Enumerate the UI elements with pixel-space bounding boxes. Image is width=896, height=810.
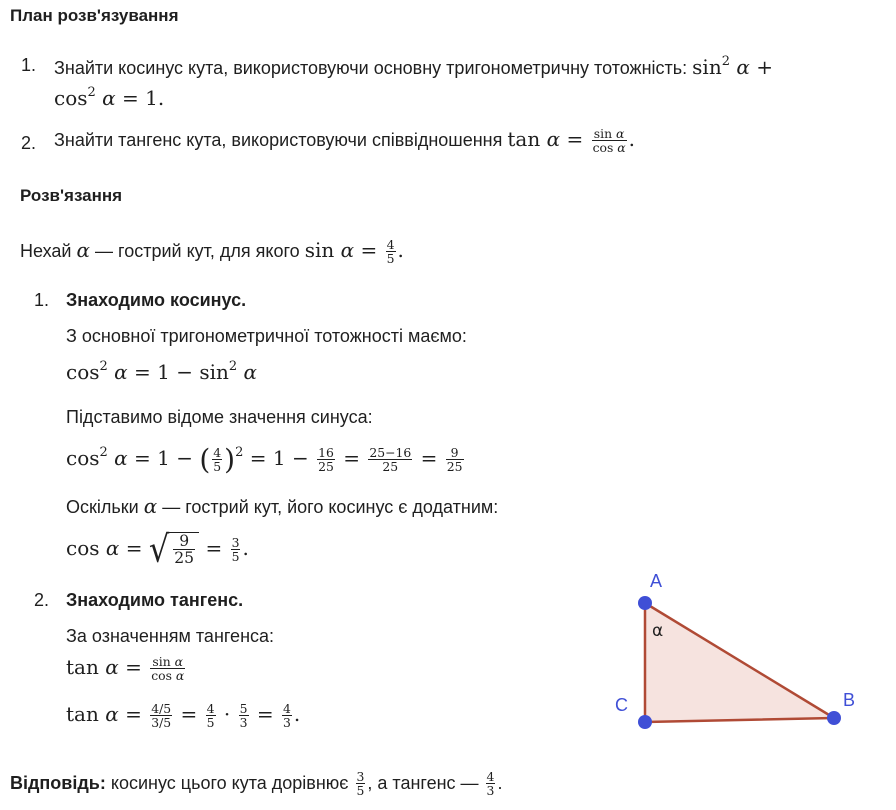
answer-text-2: , а тангенс — [367,773,479,794]
answer-cos-value: $\frac{3}{5}$ [356,769,365,799]
point-a [638,596,652,610]
tan-value-formula: tan α = $\frac{4/5}{3/5}$ = $\frac{4}{5}$ · $\frac{5}{3}$ = $\frac{4}{3}$ . [66,701,301,731]
plan-step2-label: Знайти тангенс кута, використовуючи співвідношення [54,130,503,151]
plan-step1-number: 1. [21,55,37,75]
cos-value-formula: cos α = √ $\frac{9}{25}$ = $\frac{3}{5}$ . [66,527,249,572]
alpha-symbol-2: α [143,494,158,518]
intro-text-1: Нехай [20,241,72,262]
cos-squared-substitution: $\cos^2 \alpha = 1$ − ( $\frac{4}{5}$ )$^2$ = 1 − $\frac{16}{25}$ = $\frac{25-16}{25}$ = $\frac{9}{25}$ [66,443,463,476]
tan-ratio-formula: tan α = $\frac{\text{sin α}}{\text{cos α}}$ . [507,126,636,156]
point-c [638,715,652,729]
plan-step1-text [54,55,773,79]
solution-intro [20,238,404,265]
angle-alpha-label: α [652,621,664,641]
identity-formula-part1: $\sin^2 \alpha$ + [692,53,773,79]
part2-number: 2. [34,590,50,610]
intro-text-2: — гострий кут, для якого [95,241,300,262]
answer-text-1: косинус цього кута дорівнює [110,773,349,794]
plan-step2-text [54,127,635,154]
identity-formula-part2: $\cos^2 \alpha = 1$. [54,84,165,110]
vertex-label-b: B [843,690,856,710]
part1-line3 [66,494,498,518]
part1-heading: Знаходимо косинус. [66,290,247,310]
plan-title: План розв'язування [10,6,179,25]
part1-line1: З основної тригонометричної тотожності маємо: [66,326,467,346]
triangle-shape [645,603,834,722]
cos-squared-formula: $\cos^2 \alpha = 1 - \sin^2 \alpha$ [66,358,258,384]
part2-heading: Знаходимо тангенс. [66,590,244,610]
tan-definition-formula: tan α = $\frac{\text{sin α}}{\text{cos α}}$ [66,654,185,684]
vertex-label-c: C [615,695,628,715]
part1-line3-text-a: Оскільки [66,497,139,517]
answer-label: Відповідь: [10,773,106,794]
part1-line3-text-b: — гострий кут, його косинус є додатним: [162,497,499,517]
answer-end: . [497,773,503,794]
part1-number: 1. [34,290,50,310]
part1-line2: Підставимо відоме значення синуса: [66,407,373,427]
vertex-label-a: A [650,571,663,591]
solution-title: Розв'язання [20,186,123,205]
point-b [827,711,841,725]
answer-tan-value: $\frac{4}{3}$ [486,769,495,799]
plan-step2-number: 2. [21,133,37,153]
answer-line [10,770,502,797]
sin-value-formula: sin α = $\frac{4}{5}$ . [304,237,404,267]
plan-step1-label: Знайти косинус кута, використовуючи основну тригонометричну тотожність: [54,58,688,78]
right-triangle-figure [610,570,870,740]
part2-line1: За означенням тангенса: [66,626,275,646]
alpha-symbol: α [76,238,91,263]
